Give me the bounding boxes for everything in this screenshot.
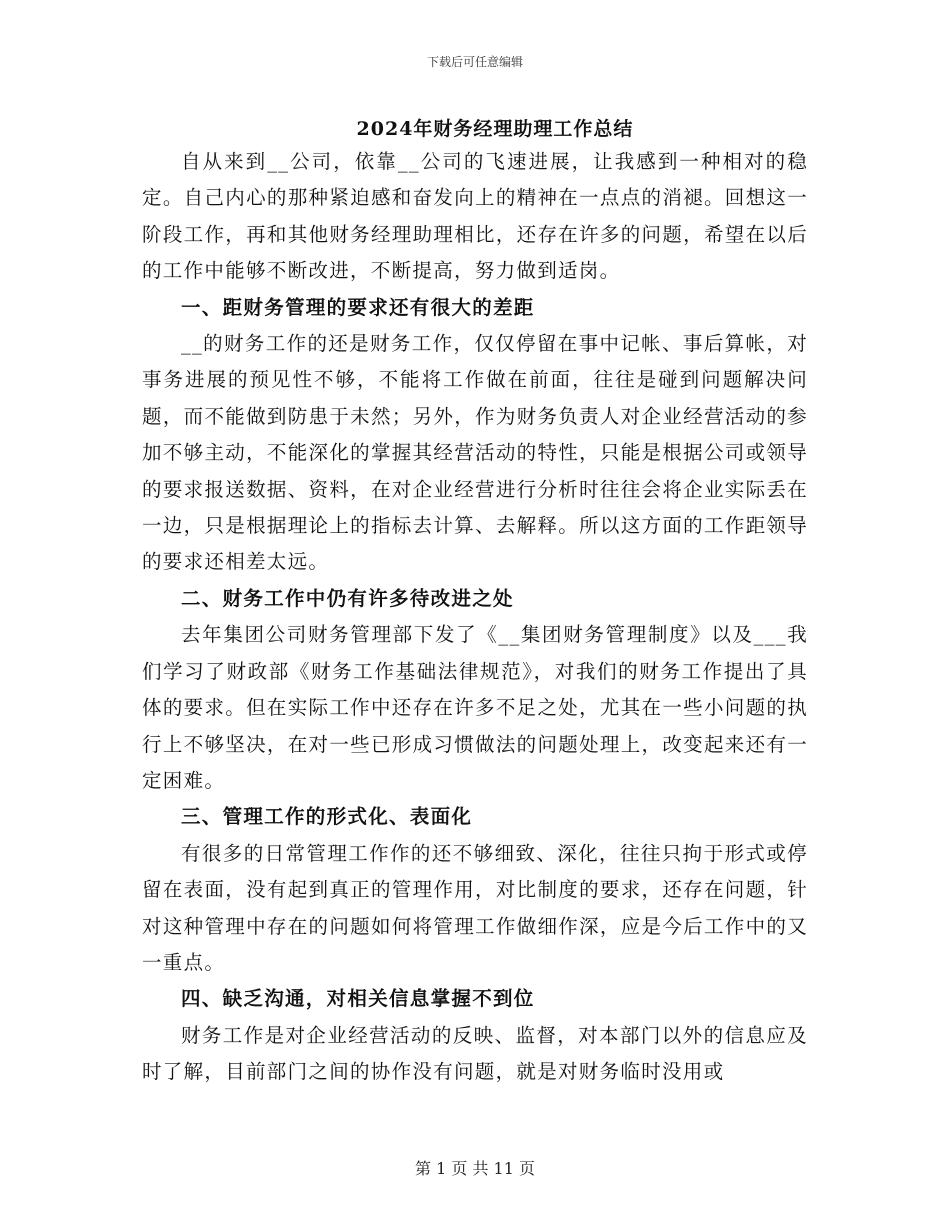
document-title: 2024年财务经理助理工作总结	[356, 118, 634, 140]
document-body	[142, 144, 808, 1091]
header-note: 下载后可任意编辑	[426, 55, 523, 69]
section-heading-2: 二、财务工作中仍有许多待改进之处	[181, 586, 514, 610]
page-footer: 第 1 页 共 11 页	[415, 1159, 535, 1178]
section-heading-4: 四、缺乏沟通，对相关信息掌握不到位	[181, 987, 535, 1011]
paragraph-section-1: __的财务工作的还是财务工作，仅仅停留在事中记帐、事后算帐，对事务进展的预见性不够，不能将工作做在前面，往往是碰到问题解决问题，而不能做到防患于未然；另外，作为财务负责人对企业经营活动的参加不够主动，不能深化的掌握其经营活动的特性，只能是根据公司或领导的要求报送数据、资料，在对企业经营进行分析时往往会将企业实际丢在一边，只是根据理论上的指标去计算、去解释。所以这方面的工作距领导的要求还相差太远。	[142, 332, 808, 574]
paragraph-intro: 自从来到__公司，依靠__公司的飞速进展，让我感到一种相对的稳定。自己内心的那种紧迫感和奋发向上的精神在一点点的消褪。回想这一阶段工作，再和其他财务经理助理相比，还存在许多的问题，希望在以后的工作中能够不断改进，不断提高，努力做到适岗。	[142, 150, 808, 283]
section-heading-3: 三、管理工作的形式化、表面化	[181, 805, 473, 829]
paragraph-section-4: 财务工作是对企业经营活动的反映、监督，对本部门以外的信息应及时了解，目前部门之间的协作没有问题，就是对财务临时没用或	[142, 1023, 808, 1084]
paragraph-section-3: 有很多的日常管理工作作的还不够细致、深化，往往只拘于形式或停留在表面，没有起到真正的管理作用，对比制度的要求，还存在问题，针对这种管理中存在的问题如何将管理工作做细作深，应是今后工作中的又一重点。	[142, 841, 808, 974]
paragraph-section-2: 去年集团公司财务管理部下发了《__集团财务管理制度》以及___我们学习了财政部《财务工作基础法律规范》，对我们的财务工作提出了具体的要求。但在实际工作中还存在许多不足之处，尤其在一些小问题的执行上不够坚决，在对一些已形成习惯做法的问题处理上，改变起来还有一定困难。	[142, 623, 808, 792]
section-heading-1: 一、距财务管理的要求还有很大的差距	[181, 295, 535, 319]
